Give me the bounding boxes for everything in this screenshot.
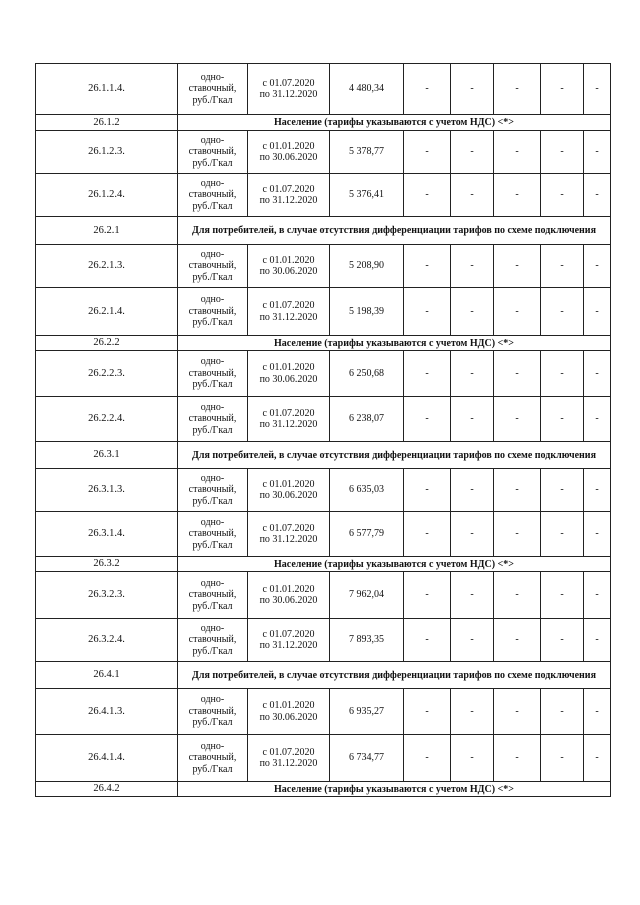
empty-cell: - (541, 512, 584, 557)
unit-line: ставочный, (188, 305, 237, 317)
empty-cell: - (451, 619, 494, 662)
unit-cell (178, 689, 248, 735)
period-cell (248, 735, 330, 782)
empty-cell: - (494, 572, 541, 619)
empty-cell: - (584, 735, 611, 782)
period-cell (248, 351, 330, 397)
empty-cell: - (541, 572, 584, 619)
empty-cell: - (494, 64, 541, 115)
empty-cell: - (541, 64, 584, 115)
empty-cell: - (494, 512, 541, 557)
unit-cell (178, 174, 248, 217)
empty-cell: - (404, 512, 451, 557)
unit-line: руб./Гкал (192, 645, 233, 657)
empty-cell: - (541, 689, 584, 735)
empty-cell: - (404, 469, 451, 512)
empty-cell: - (541, 735, 584, 782)
empty-cell: - (494, 619, 541, 662)
unit-line: одно- (200, 472, 225, 484)
empty-cell: - (541, 469, 584, 512)
period-from: с 01.01.2020 (262, 254, 315, 266)
row-number: 26.2.1.3. (36, 245, 178, 288)
unit-cell (178, 572, 248, 619)
empty-cell: - (584, 131, 611, 174)
empty-cell: - (541, 131, 584, 174)
unit-line: руб./Гкал (192, 379, 233, 391)
unit-line: руб./Гкал (192, 495, 233, 507)
empty-cell: - (404, 351, 451, 397)
period-from: с 01.01.2020 (262, 700, 315, 711)
tariff-value: 6 250,68 (330, 351, 404, 397)
period-to: по 31.12.2020 (259, 758, 318, 769)
row-number: 26.1.2.3. (36, 131, 178, 174)
row-number: 26.4.1.4. (36, 735, 178, 782)
tariff-value: 6 935,27 (330, 689, 404, 735)
unit-cell (178, 469, 248, 512)
empty-cell: - (494, 469, 541, 512)
unit-cell (178, 397, 248, 442)
unit-line: одно- (200, 516, 225, 528)
unit-cell (178, 735, 248, 782)
unit-line: ставочный, (188, 634, 237, 646)
period-to: по 30.06.2020 (259, 595, 318, 606)
period-to: по 31.12.2020 (259, 89, 318, 100)
row-number: 26.3.2.4. (36, 619, 178, 662)
empty-cell: - (584, 512, 611, 557)
tariff-table (35, 63, 611, 797)
unit-line: руб./Гкал (192, 317, 233, 329)
section-header-population: Население (тарифы указываются с учетом НДС) <*> (178, 115, 611, 131)
empty-cell: - (541, 288, 584, 336)
tariff-value: 4 480,34 (330, 64, 404, 115)
row-number: 26.2.2.4. (36, 397, 178, 442)
row-number: 26.4.1.3. (36, 689, 178, 735)
unit-line: одно- (200, 248, 225, 260)
empty-cell: - (451, 512, 494, 557)
empty-cell: - (584, 619, 611, 662)
unit-line: одно- (200, 694, 225, 706)
unit-line: руб./Гкал (192, 200, 233, 212)
empty-cell: - (451, 469, 494, 512)
period-to: по 31.12.2020 (259, 311, 318, 323)
empty-cell: - (494, 174, 541, 217)
period-from: с 01.07.2020 (262, 183, 315, 195)
unit-cell (178, 619, 248, 662)
empty-cell: - (404, 397, 451, 442)
unit-line: ставочный, (188, 367, 237, 379)
tariff-value: 6 635,03 (330, 469, 404, 512)
row-number: 26.3.1.4. (36, 512, 178, 557)
empty-cell: - (404, 64, 451, 115)
tariff-value: 5 198,39 (330, 288, 404, 336)
empty-cell: - (584, 174, 611, 217)
unit-line: ставочный, (188, 528, 237, 540)
row-number: 26.2.1 (36, 217, 178, 245)
empty-cell: - (541, 619, 584, 662)
empty-cell: - (584, 397, 611, 442)
unit-line: одно- (200, 177, 225, 189)
tariff-value: 5 376,41 (330, 174, 404, 217)
row-number: 26.4.2 (36, 782, 178, 797)
row-number: 26.1.2.4. (36, 174, 178, 217)
row-number: 26.2.2 (36, 336, 178, 351)
unit-line: ставочный, (188, 752, 237, 764)
period-from: с 01.01.2020 (262, 478, 315, 490)
unit-line: ставочный, (188, 413, 237, 425)
unit-line: одно- (200, 356, 225, 368)
empty-cell: - (584, 351, 611, 397)
unit-line: руб./Гкал (192, 94, 233, 106)
unit-line: одно- (200, 401, 225, 413)
empty-cell: - (451, 131, 494, 174)
empty-cell: - (404, 735, 451, 782)
row-number: 26.2.2.3. (36, 351, 178, 397)
unit-line: ставочный, (188, 589, 237, 601)
period-cell (248, 174, 330, 217)
unit-line: ставочный, (188, 83, 237, 95)
period-to: по 31.12.2020 (259, 419, 318, 430)
unit-line: ставочный, (188, 146, 237, 158)
unit-line: одно- (200, 740, 225, 752)
unit-line: руб./Гкал (192, 600, 233, 612)
period-to: по 31.12.2020 (259, 195, 318, 206)
empty-cell: - (451, 245, 494, 288)
period-to: по 30.06.2020 (259, 373, 318, 385)
empty-cell: - (494, 397, 541, 442)
row-number: 26.4.1 (36, 662, 178, 689)
unit-cell (178, 351, 248, 397)
period-cell (248, 689, 330, 735)
empty-cell: - (451, 572, 494, 619)
section-header-population: Население (тарифы указываются с учетом НДС) <*> (178, 557, 611, 572)
empty-cell: - (404, 131, 451, 174)
tariff-value: 7 893,35 (330, 619, 404, 662)
period-cell (248, 288, 330, 336)
empty-cell: - (494, 689, 541, 735)
empty-cell: - (541, 174, 584, 217)
empty-cell: - (584, 64, 611, 115)
unit-line: руб./Гкал (192, 717, 233, 729)
tariff-value: 6 734,77 (330, 735, 404, 782)
empty-cell: - (451, 288, 494, 336)
empty-cell: - (451, 351, 494, 397)
section-header-population: Население (тарифы указываются с учетом НДС) <*> (178, 782, 611, 797)
unit-cell (178, 288, 248, 336)
tariff-value: 6 577,79 (330, 512, 404, 557)
period-cell (248, 469, 330, 512)
period-from: с 01.07.2020 (262, 77, 315, 89)
empty-cell: - (451, 689, 494, 735)
row-number: 26.2.1.4. (36, 288, 178, 336)
unit-line: одно- (200, 622, 225, 634)
empty-cell: - (541, 351, 584, 397)
empty-cell: - (584, 245, 611, 288)
row-number: 26.3.2.3. (36, 572, 178, 619)
period-from: с 01.07.2020 (262, 746, 315, 758)
empty-cell: - (404, 288, 451, 336)
period-cell (248, 131, 330, 174)
empty-cell: - (404, 245, 451, 288)
empty-cell: - (541, 245, 584, 288)
section-header-differentiation: Для потребителей, в случае отсутствия дифференциации тарифов по схеме подключения (178, 217, 611, 245)
empty-cell: - (494, 351, 541, 397)
period-to: по 30.06.2020 (259, 490, 318, 501)
row-number: 26.3.2 (36, 557, 178, 572)
unit-line: ставочный, (188, 260, 237, 272)
unit-line: руб./Гкал (192, 424, 233, 436)
row-number: 26.3.1.3. (36, 469, 178, 512)
period-cell (248, 512, 330, 557)
unit-cell (178, 64, 248, 115)
unit-cell (178, 512, 248, 557)
period-from: с 01.07.2020 (262, 628, 315, 640)
empty-cell: - (494, 131, 541, 174)
period-from: с 01.07.2020 (262, 522, 315, 534)
unit-line: руб./Гкал (192, 157, 233, 169)
period-cell (248, 619, 330, 662)
unit-cell (178, 245, 248, 288)
period-cell (248, 245, 330, 288)
empty-cell: - (404, 572, 451, 619)
empty-cell: - (541, 397, 584, 442)
period-cell (248, 397, 330, 442)
empty-cell: - (404, 689, 451, 735)
unit-cell (178, 131, 248, 174)
tariff-value: 6 238,07 (330, 397, 404, 442)
period-cell (248, 64, 330, 115)
row-number: 26.1.1.4. (36, 64, 178, 115)
empty-cell: - (451, 174, 494, 217)
row-number: 26.3.1 (36, 442, 178, 469)
period-from: с 01.01.2020 (262, 362, 315, 373)
period-from: с 01.07.2020 (262, 300, 315, 311)
empty-cell: - (451, 735, 494, 782)
period-to: по 30.06.2020 (259, 711, 318, 723)
period-cell (248, 572, 330, 619)
empty-cell: - (584, 288, 611, 336)
empty-cell: - (404, 619, 451, 662)
period-to: по 30.06.2020 (259, 152, 318, 163)
section-header-differentiation: Для потребителей, в случае отсутствия дифференциации тарифов по схеме подключения (178, 442, 611, 469)
empty-cell: - (451, 64, 494, 115)
empty-cell: - (584, 572, 611, 619)
unit-line: одно- (200, 577, 225, 589)
empty-cell: - (584, 689, 611, 735)
empty-cell: - (584, 469, 611, 512)
tariff-value: 5 378,77 (330, 131, 404, 174)
unit-line: ставочный, (188, 705, 237, 717)
period-to: по 31.12.2020 (259, 640, 318, 651)
unit-line: ставочный, (188, 484, 237, 496)
unit-line: одно- (200, 71, 225, 83)
empty-cell: - (404, 174, 451, 217)
tariff-value: 5 208,90 (330, 245, 404, 288)
section-header-differentiation: Для потребителей, в случае отсутствия дифференциации тарифов по схеме подключения (178, 662, 611, 689)
period-from: с 01.01.2020 (262, 583, 315, 595)
period-to: по 30.06.2020 (259, 266, 318, 277)
period-from: с 01.07.2020 (262, 407, 315, 419)
unit-line: ставочный, (188, 189, 237, 201)
unit-line: руб./Гкал (192, 539, 233, 551)
unit-line: одно- (200, 134, 225, 146)
empty-cell: - (494, 245, 541, 288)
unit-line: одно- (200, 294, 225, 306)
empty-cell: - (494, 288, 541, 336)
period-from: с 01.01.2020 (262, 140, 315, 152)
period-to: по 31.12.2020 (259, 534, 318, 545)
empty-cell: - (494, 735, 541, 782)
row-number: 26.1.2 (36, 115, 178, 131)
tariff-value: 7 962,04 (330, 572, 404, 619)
empty-cell: - (451, 397, 494, 442)
unit-line: руб./Гкал (192, 763, 233, 775)
unit-line: руб./Гкал (192, 271, 233, 283)
section-header-population: Население (тарифы указываются с учетом НДС) <*> (178, 336, 611, 351)
